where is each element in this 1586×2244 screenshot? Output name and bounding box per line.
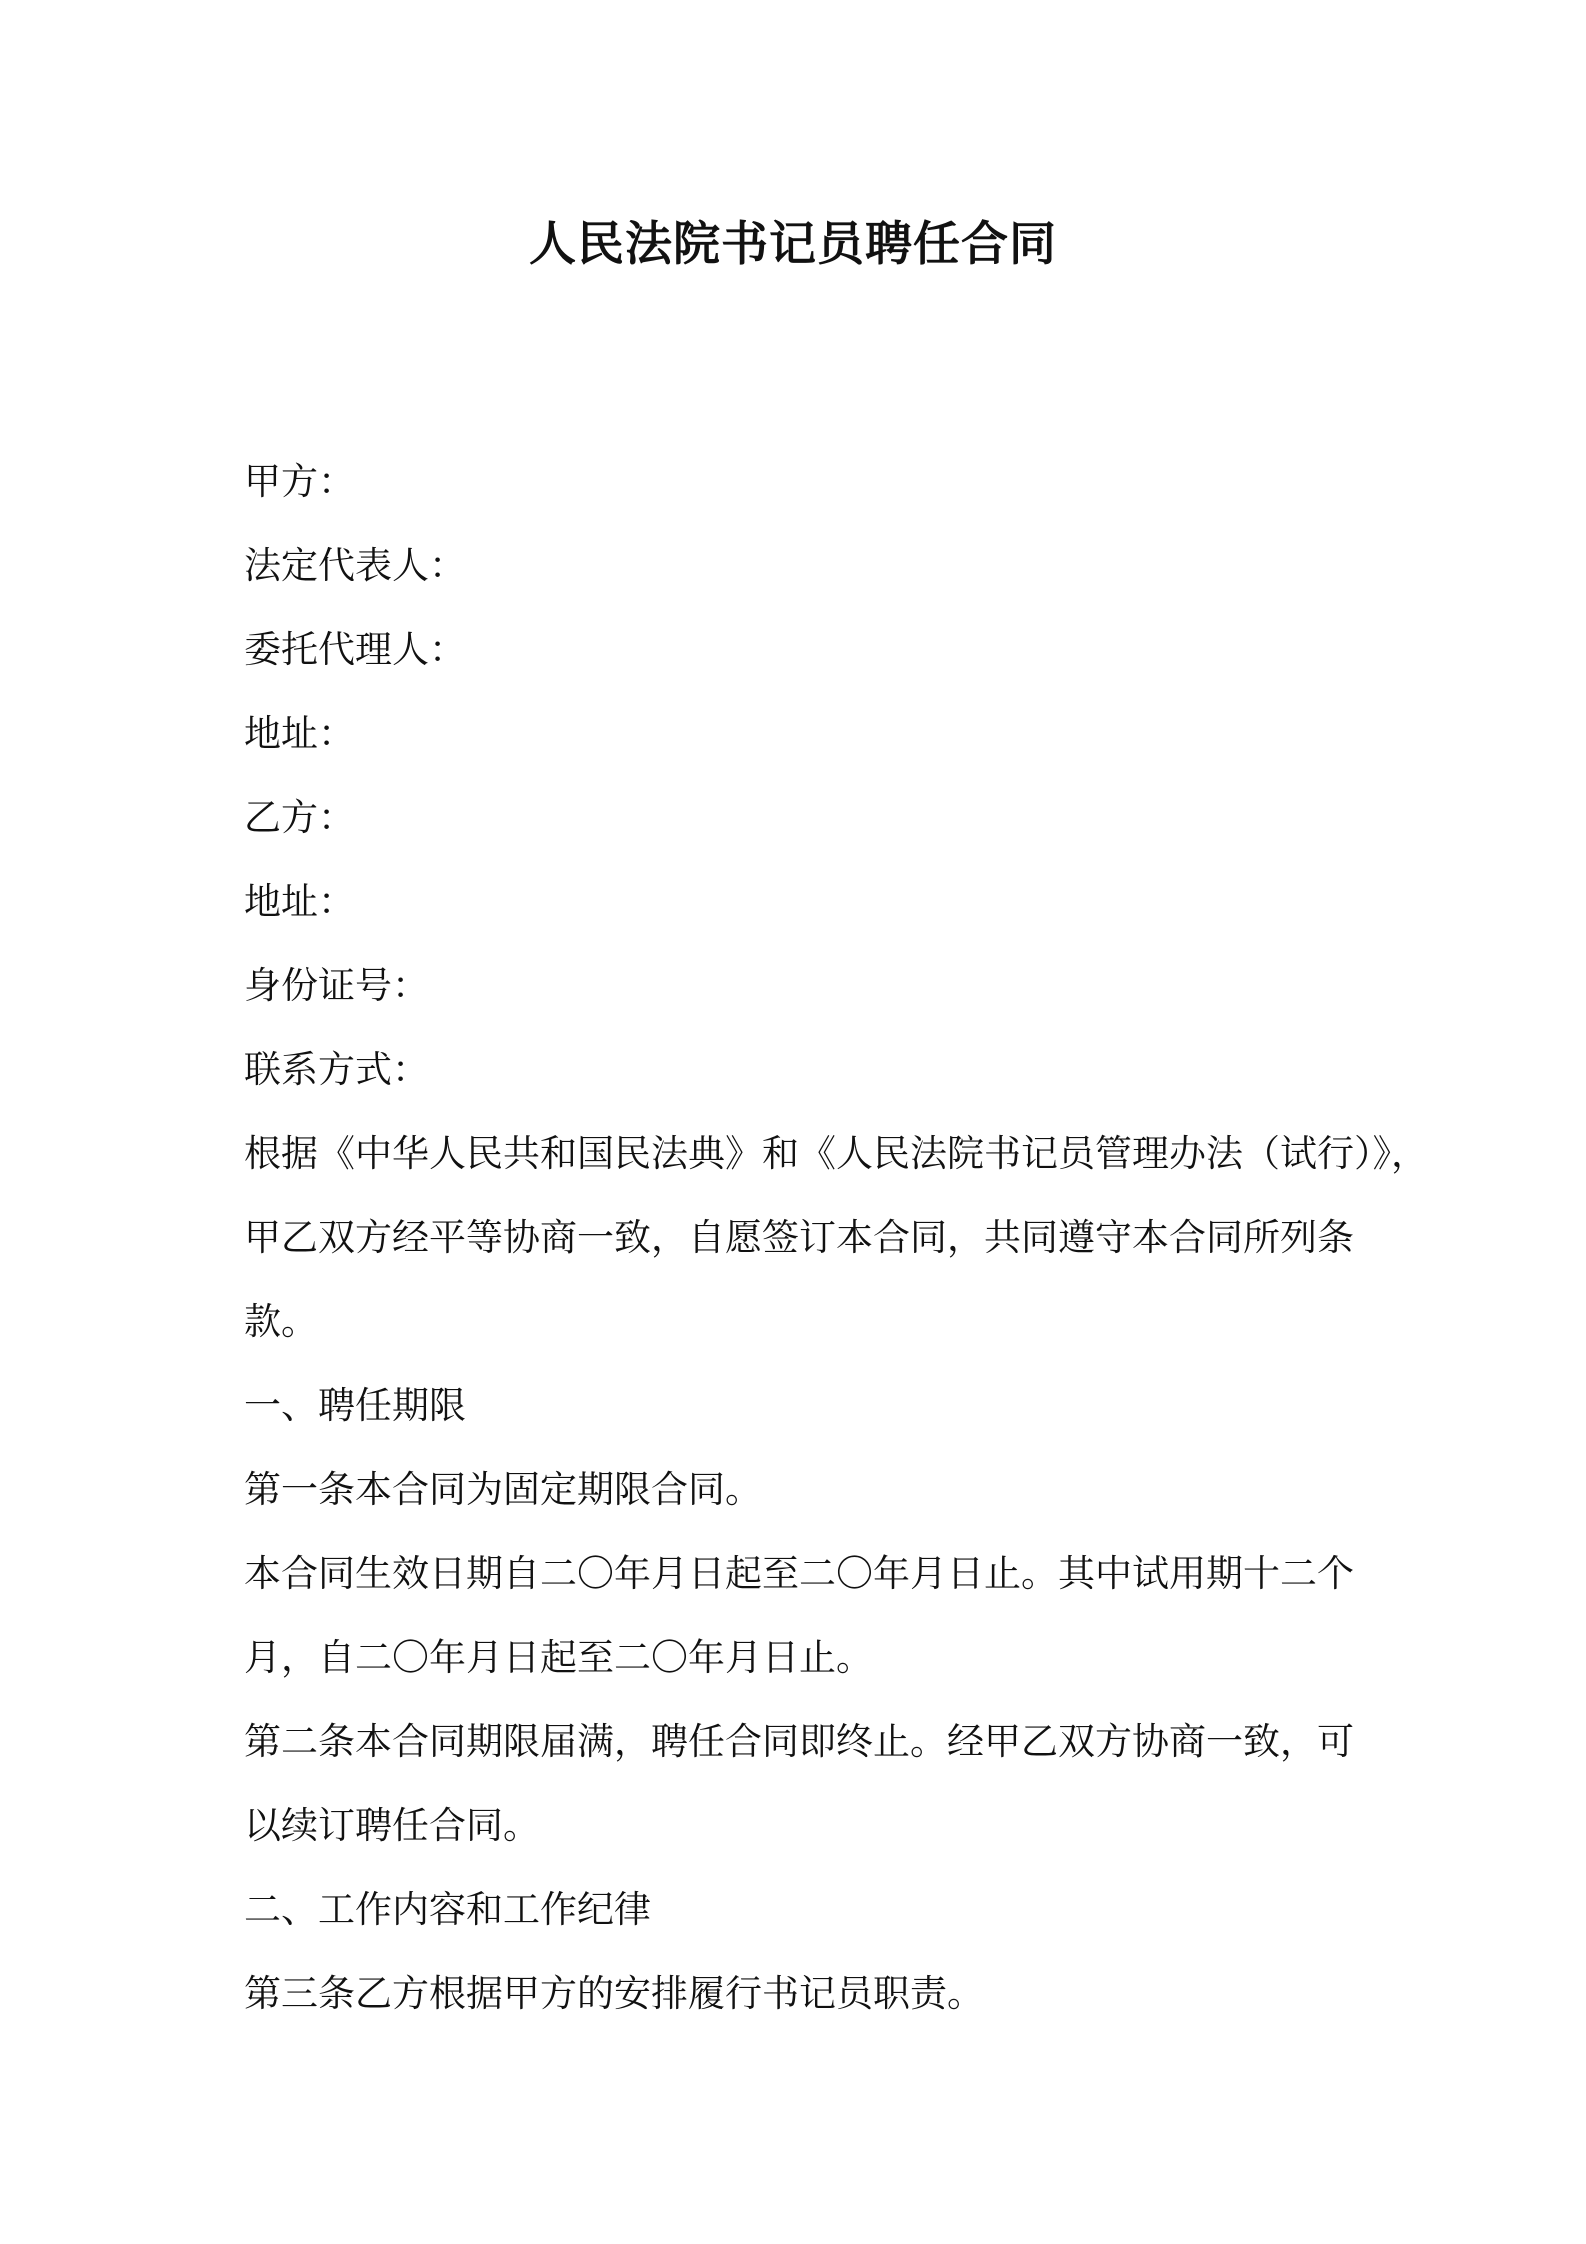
term-dates-line-1: 本合同生效日期自二〇年月日起至二〇年月日止。其中试用期十二个 bbox=[244, 1552, 1354, 1595]
legal-representative-label: 法定代表人： bbox=[244, 544, 466, 587]
party-a-address-label: 地址： bbox=[244, 712, 355, 755]
term-dates-line-2: 月，自二〇年月日起至二〇年月日止。 bbox=[244, 1636, 873, 1679]
article-3: 第三条乙方根据甲方的安排履行书记员职责。 bbox=[244, 1972, 984, 2015]
section-heading-work: 二、工作内容和工作纪律 bbox=[244, 1888, 651, 1931]
section-heading-term: 一、聘任期限 bbox=[244, 1384, 466, 1427]
article-2-line-1: 第二条本合同期限届满，聘任合同即终止。经甲乙双方协商一致，可 bbox=[244, 1720, 1354, 1763]
party-a-label: 甲方： bbox=[244, 460, 355, 503]
preamble-line-1: 根据《中华人民共和国民法典》和《人民法院书记员管理办法（试行）》， bbox=[244, 1132, 1428, 1175]
document-body bbox=[244, 440, 1428, 2036]
article-1: 第一条本合同为固定期限合同。 bbox=[244, 1468, 762, 1511]
preamble-line-3: 款。 bbox=[244, 1300, 318, 1343]
preamble-line-2: 甲乙双方经平等协商一致，自愿签订本合同，共同遵守本合同所列条 bbox=[244, 1216, 1354, 1259]
party-b-address-label: 地址： bbox=[244, 880, 355, 923]
id-number-label: 身份证号： bbox=[244, 964, 429, 1007]
article-2-line-2: 以续订聘任合同。 bbox=[244, 1804, 540, 1847]
document-title: 人民法院书记员聘任合同 bbox=[529, 217, 1057, 272]
authorized-agent-label: 委托代理人： bbox=[244, 628, 466, 671]
contact-label: 联系方式： bbox=[244, 1048, 429, 1091]
party-b-label: 乙方： bbox=[244, 796, 355, 839]
